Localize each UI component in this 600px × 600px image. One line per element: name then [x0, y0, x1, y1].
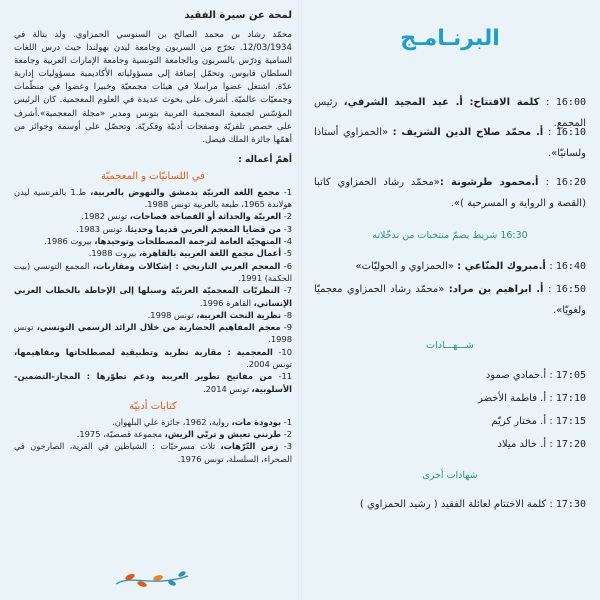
- programme-item: 17:15 : أ. مختار كريّم: [491, 416, 586, 427]
- linguistics-list: [14, 186, 292, 395]
- list-item: 10- المعجمية : مقاربة نظرية وتطبيقية لمصطلحاتها ومفاهيمها، تونس 2004.: [14, 346, 292, 369]
- screening-section: 16:30 شريط يضمّ منتخبات من تدخّلاته: [372, 230, 528, 241]
- works-title: أهمّ أعماله :: [238, 154, 292, 165]
- biography-heading: لمحة عن سيرة الفقيد: [184, 10, 292, 21]
- list-item: 11- من مفاتيح تطوير العربية ودعم تطوّرها : المجاز-التضمين-الأسلوبية، تونس 2014.: [14, 371, 292, 394]
- programme-title: البرنـامـج: [400, 26, 500, 51]
- literary-list: [14, 416, 292, 465]
- programme-column: [314, 0, 586, 600]
- programme-item: 17:20 : أ. خالد ميلاد: [497, 439, 586, 450]
- other-testimonies-section: شهادات أخرى: [422, 470, 478, 481]
- list-item: 1- بودودة مات، رواية، 1962، جائزة علي البلهوان.: [112, 416, 292, 427]
- list-item: 3- من قضايا المعجم العربي قديما وحديثا، تونس 1983.: [76, 223, 292, 234]
- list-item: 9- معجم المفاهيم الحضارية من خلال الرائد الرسمي التونسي، تونس 1998.: [14, 322, 293, 345]
- programme-item: 16:20 : أ.محمود طرشونة :«محمّد رشاد الحمزاوي كاتبا (القصة و الرواية و المسرحية )».: [314, 177, 586, 209]
- programme-item: 16:50 : أ. ابراهيم بن مراد: «محمّد رشاد الحمزاوي معجميّا ولغويّا».: [314, 284, 586, 316]
- list-item: 1- مجمع اللغة العربيّة بدمشق والنهوض بالعربية، ط.1 بالفرنسية ليدن هولاندة 1965، طبعة بالعربية تونس 1988.: [14, 186, 293, 210]
- literary-heading: كتابات أدبيّة: [129, 400, 177, 412]
- programme-item: 17:05 : أ.حمادي صمود: [485, 370, 586, 381]
- list-item: 3- زمن التّرّهات، ثلاث مسرحيّات : الشياطين في القرية، الصارخون في الصحراء، السلسلة، تونس 1976.: [14, 441, 292, 464]
- list-item: 8- نظرية النحت العربية، تونس 1998.: [147, 309, 292, 320]
- list-item: 2- العربيّة والحداثة أو الفصاحة فصاحات، تونس 1982.: [81, 211, 292, 222]
- programme-item: 17:10 : أ. فاطمة الأخضر: [478, 393, 586, 404]
- column-divider: [298, 0, 302, 600]
- testimonies-section: شـــهـــادات: [426, 340, 474, 351]
- linguistics-heading: في اللسانيّات و المعجميّة: [101, 170, 205, 182]
- programme-item: 17:30 : كلمة الاختتام لعائلة الفقيد ( رشيد الحمزاوي ): [359, 499, 586, 510]
- biography-paragraph: محمّد رشاد بن محمد الصالح بن السنوسي الحمزاوي. ولد بتالة في 12/03/1934. تخرّج من السربون وجامعة ليدن بهولندا حيث درس اللغات السامية ودرّس بالسربون وبالجامعة التونسية وجامعة الإمارات العربية وجامعة السلطان قابوس. وتحمّل إضافة إلى مسؤولياته الأكاديمية مسؤوليات إدارية عدّة. اشتغل عضوا مراسلا في هيئات مجمعيّة وخبيرا وعضوا في منظّمات وجمعيّات عالميّة. أشرف على بحوث عديدة في العلوم المعجمية. كان الرئيس المؤسّس لجمعية المعجمية العربية بتونس ومدير «مجلة المعجمية».أشرف على حصص تلفزيّة وصفحات أدبيّة وفكريّة. وتحصّل على أوسمة وجوائز من أهمّها جائزة الملك فيصل.: [14, 30, 292, 145]
- biography-column: [14, 10, 292, 596]
- programme-item: 16:00 : كلمة الافتتاح: أ. عبد المجيد الشرفي، رئيس المجمع.: [314, 97, 586, 129]
- list-item: 4- المنهجيّة العامة لترجمة المصطلحات وتوحيدها، بيروت 1986.: [44, 236, 292, 247]
- list-item: 5- أعمال مجمع اللغة العربية بالقاهرة، بيروت 1988.: [88, 248, 292, 259]
- programme-item: 16:10 : أ. محمّد صلاح الدين الشريف : «الحمزاوي أستاذا ولسانيّا».: [314, 127, 586, 159]
- programme-item: 16:40 : أ.مبروك المنّاعي : «الحمزاوي و الحوليّات»: [355, 261, 586, 272]
- list-item: 6- المعجم العربي التاريخي : إشكالات ومقاربات، المجمع التونسي (بيت الحكمة) 1991.: [14, 260, 292, 283]
- floral-ornament-icon: [112, 568, 192, 590]
- list-item: 2- طرنني تعيش و تربّي الريش، مجموعة قصصيّة، 1975.: [76, 429, 292, 440]
- list-item: 7- النظريّات المعجميّة العربيّة وسبلها إلى الإحاطة بالخطاب العربي الإنساني، القاهرة 1996.: [14, 285, 292, 308]
